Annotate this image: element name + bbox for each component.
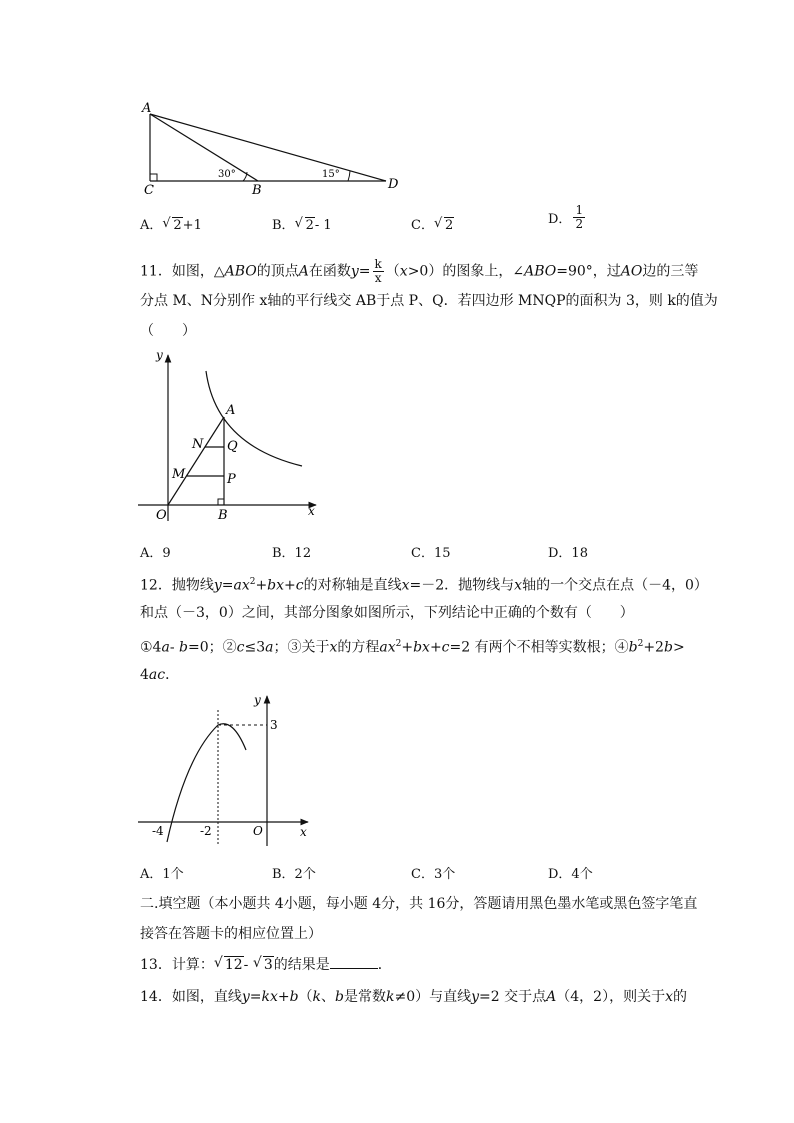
label-P: P	[227, 472, 236, 487]
axis-x-label: x	[300, 825, 307, 839]
q13-line: 13．计算： √ 12- √ 3的结果是 ．	[140, 955, 392, 973]
q12-line-4: 4ac．	[140, 667, 180, 683]
q11-line-1: 11．如图，△ABO的顶点A在函数y= $\frac{k}{x}$ （x>0）的图象上，∠ABO=90°，过AO边的三等	[140, 257, 699, 285]
q10-option-b: B． √ 2- 1	[272, 216, 332, 233]
q10-option-d: D． $\frac{1}{2}$	[548, 203, 584, 231]
angle-30: 30°	[218, 169, 236, 180]
axis-x-label: x	[308, 504, 315, 518]
label-minus-four: -4	[152, 824, 164, 838]
q11-option-b: B．12	[272, 546, 312, 561]
q11-option-c: C．15	[411, 546, 451, 561]
q11-line-3: （ ）	[140, 323, 196, 339]
q11-option-a: A．9	[140, 546, 171, 561]
label-D: D	[388, 177, 399, 192]
answer-blank	[330, 956, 378, 969]
triangle-figure	[130, 98, 410, 198]
q12-option-d: D．4个	[548, 867, 593, 882]
section2-line-1: 二.填空题（本小题共 4小题，每小题 4分，共 16分，答题请用黑色墨水笔或黑色签字笔直	[140, 896, 698, 912]
axis-y-label: y	[156, 348, 163, 362]
label-A: A	[226, 403, 236, 418]
angle-15: 15°	[322, 169, 340, 180]
label-N: N	[192, 437, 204, 452]
q12-option-b: B．2个	[272, 867, 316, 882]
label-A: A	[142, 101, 152, 116]
label-O: O	[156, 508, 167, 523]
q12-line-1: 12．抛物线$y=ax^2+bx+c$的对称轴是直线x=－2．抛物线与x轴的一个交点在点（－4，0）	[140, 577, 708, 594]
label-M: M	[172, 467, 186, 482]
q12-line-3: ①4a- b=0；②c≤3a；③关于x的方程$ax^2+bx+c=2$ 有两个不相等实数根；$④b^2+2b>$	[140, 639, 685, 656]
q11-option-d: D．18	[548, 546, 588, 561]
q12-option-a: A．1个	[140, 867, 184, 882]
q10-option-a: A． √ 2+1	[140, 216, 202, 233]
hyperbola-figure	[130, 345, 330, 525]
label-C: C	[144, 183, 154, 198]
axis-y-label: y	[254, 693, 261, 707]
q12-option-c: C．3个	[411, 867, 456, 882]
parabola-figure	[130, 692, 320, 852]
label-Q: Q	[227, 439, 238, 454]
label-minus-two: -2	[200, 824, 212, 838]
q11-line-2: 分点 M、N分别作 x轴的平行线交 AB于点 P、Q．若四边形 MNQP的面积为 3，则 k的值为	[140, 293, 718, 309]
label-B: B	[252, 183, 262, 198]
q10-option-c: C． √ 2	[411, 216, 454, 233]
label-three: 3	[270, 718, 278, 732]
q14-line: 14．如图，直线y=kx+b（k、b是常数k≠0）与直线y=2 交于点A（4，2），则关于x的	[140, 989, 687, 1005]
q12-line-2: 和点（－3，0）之间，其部分图象如图所示，下列结论中正确的个数有（ ）	[140, 605, 634, 621]
label-B: B	[218, 508, 228, 523]
label-O: O	[253, 824, 263, 838]
section2-line-2: 接答在答题卡的相应位置上）	[140, 926, 322, 942]
